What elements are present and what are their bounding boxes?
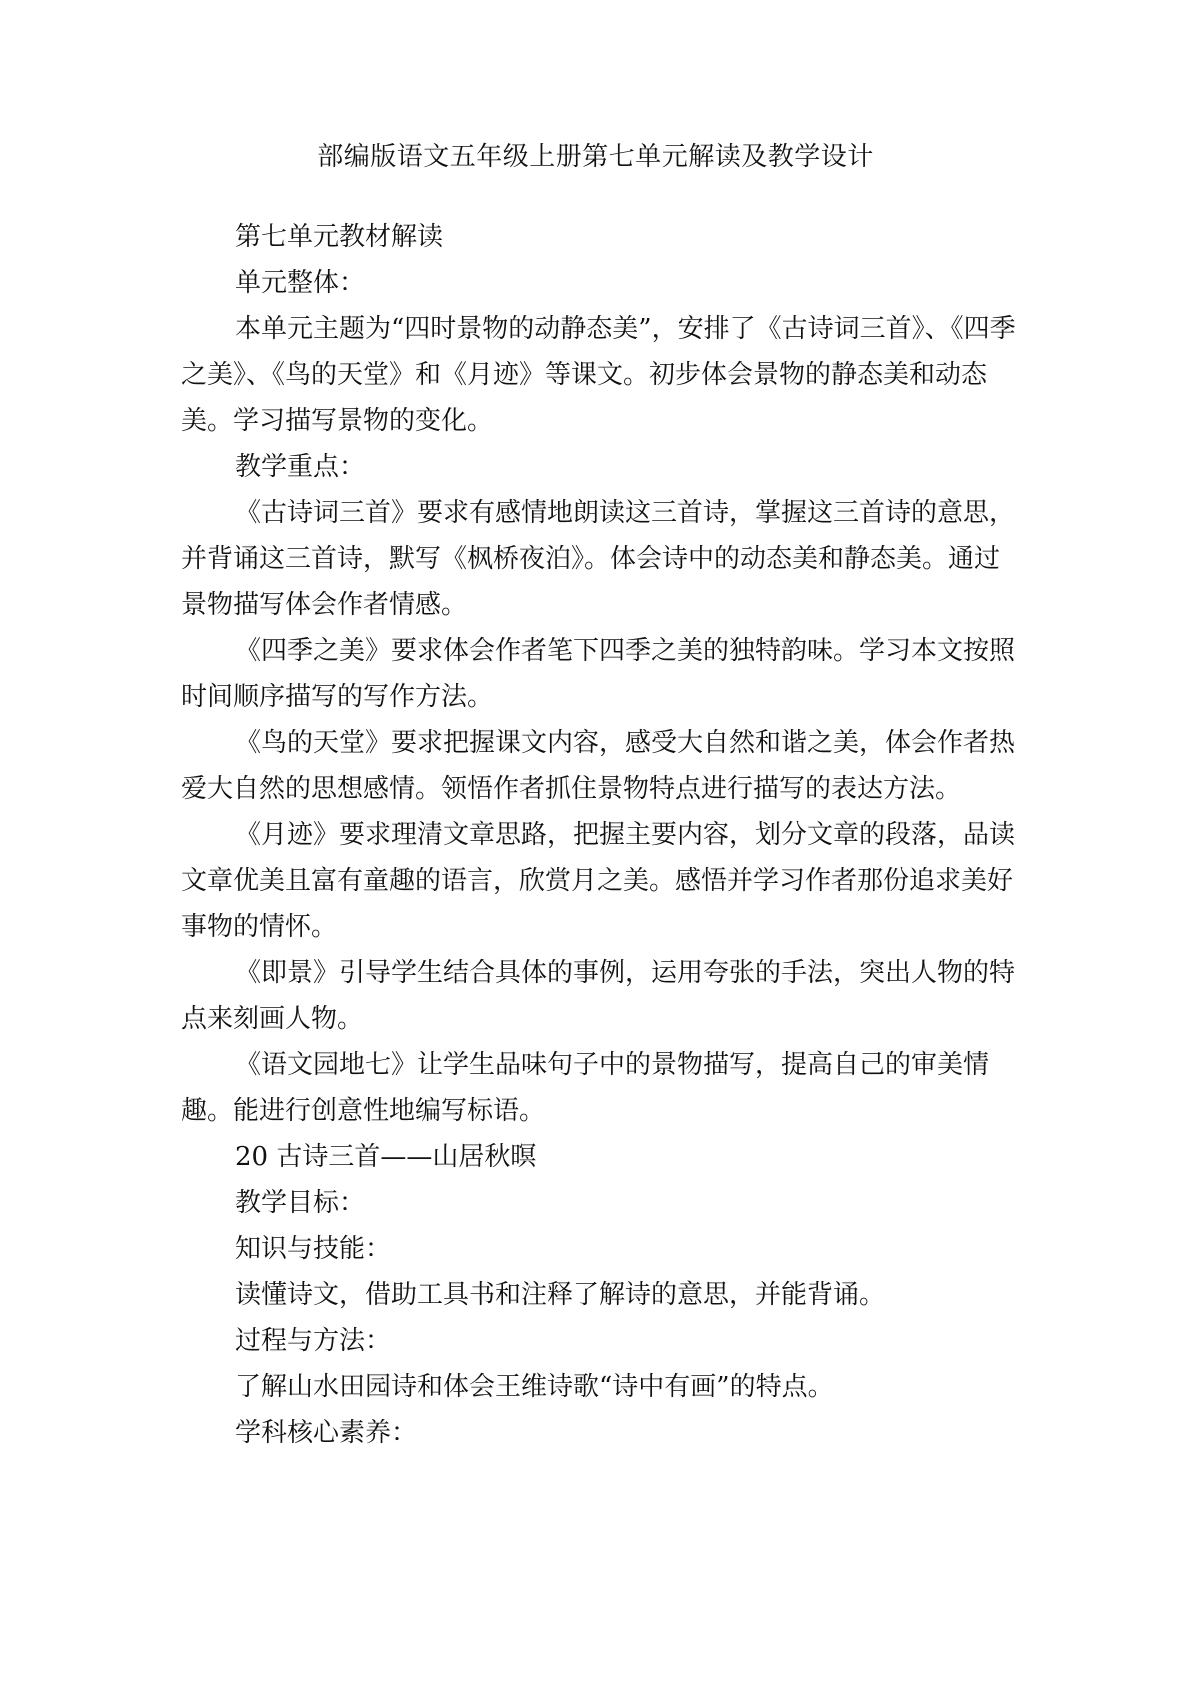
subsection-heading: 学科核心素养： bbox=[235, 1418, 418, 1448]
body-paragraph: 《即景》引导学生结合具体的事例，运用夸张的手法，突出人物的特点来刻画人物。 bbox=[181, 958, 1016, 1034]
body-paragraph: 《古诗词三首》要求有感情地朗读这三首诗，掌握这三首诗的意思，并背诵这三首诗，默写《枫桥夜泊》。体会诗中的动态美和静态美。通过景物描写体会作者情感。 bbox=[181, 498, 1016, 620]
body-paragraph: 了解山水田园诗和体会王维诗歌“诗中有画”的特点。 bbox=[235, 1372, 834, 1402]
body-paragraph: 读懂诗文，借助工具书和注释了解诗的意思，并能背诵。 bbox=[235, 1280, 886, 1310]
body-paragraph: 《语文园地七》让学生品味句子中的景物描写，提高自己的审美情趣。能进行创意性地编写标语。 bbox=[181, 1050, 990, 1126]
body-paragraph: 《四季之美》要求体会作者笔下四季之美的独特韵味。学习本文按照时间顺序描写的写作方法。 bbox=[181, 636, 1016, 712]
document-title: 部编版语文五年级上册第七单元解读及教学设计 bbox=[317, 142, 874, 172]
subsection-heading: 单元整体： bbox=[235, 268, 366, 298]
body-paragraph: 《月迹》要求理清文章思路，把握主要内容，划分文章的段落，品读文章优美且富有童趣的语言，欣赏月之美。感悟并学习作者那份追求美好事物的情怀。 bbox=[181, 820, 1016, 942]
subsection-heading: 教学目标： bbox=[235, 1188, 366, 1218]
document-body bbox=[181, 214, 1021, 1456]
subsection-heading: 教学重点： bbox=[235, 452, 366, 482]
body-paragraph: 本单元主题为“四时景物的动静态美”，安排了《古诗词三首》、《四季之美》、《鸟的天堂》和《月迹》等课文。初步体会景物的静态美和动态美。学习描写景物的变化。 bbox=[181, 314, 1016, 436]
subsection-heading: 知识与技能： bbox=[235, 1234, 392, 1264]
body-paragraph: 《鸟的天堂》要求把握课文内容，感受大自然和谐之美，体会作者热爱大自然的思想感情。领悟作者抓住景物特点进行描写的表达方法。 bbox=[181, 728, 1016, 804]
subsection-heading: 过程与方法： bbox=[235, 1326, 392, 1356]
section-heading: 第七单元教材解读 bbox=[235, 222, 444, 252]
lesson-heading: 20 古诗三首——山居秋暝 bbox=[235, 1142, 537, 1172]
